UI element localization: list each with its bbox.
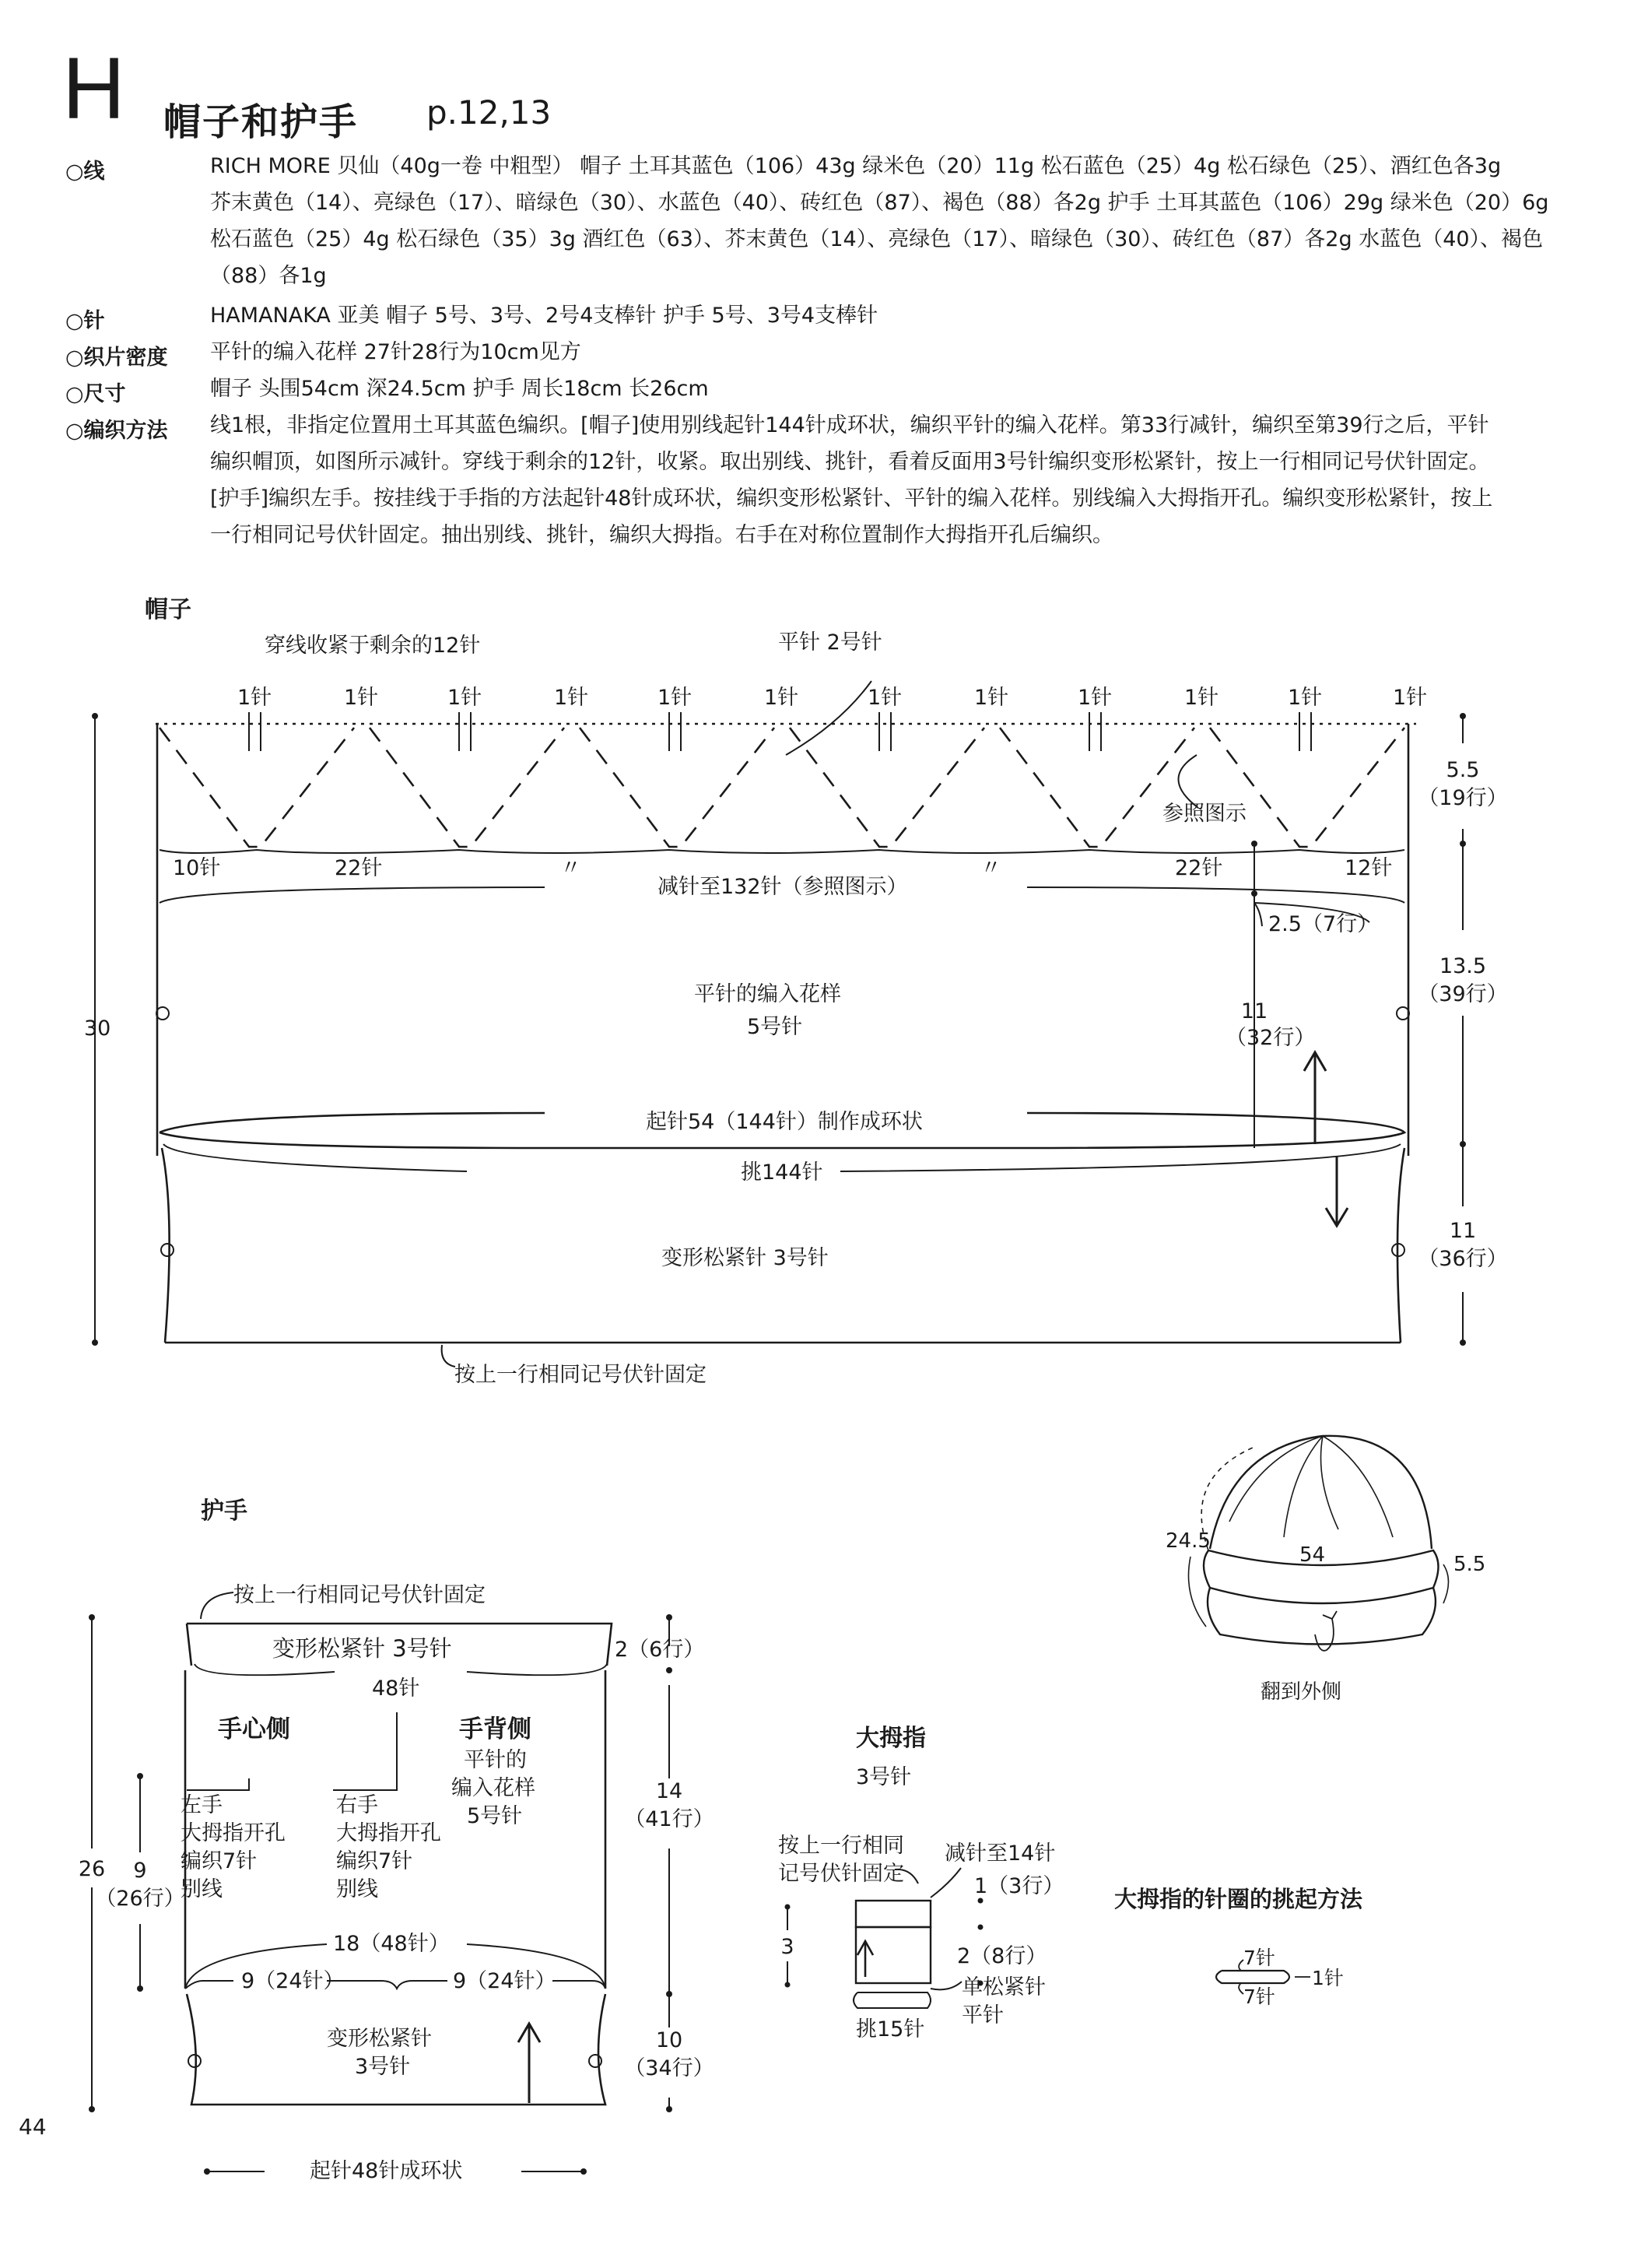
pickup-bottom: 7针 [1243, 1985, 1275, 2008]
mitt-top-rib: 变形松紧针 3号针 [272, 1635, 452, 1662]
thumb-bind-off-line: 按上一行相同 [778, 1834, 904, 1858]
left-note-line: 大拇指开孔 [181, 1821, 286, 1845]
spec-line: 帽子 头围54cm 深24.5cm 护手 周长18cm 长26cm [210, 377, 709, 401]
segment-ditto: 〃 [980, 856, 1001, 880]
crown-decrease-lines [160, 728, 1404, 847]
stitch-markers [249, 712, 1311, 751]
pickup-method-heading: 大拇指的针圈的挑起方法 [1114, 1886, 1363, 1912]
gather-note: 穿线收紧于剩余的12针 [265, 634, 481, 658]
thumb-single-rib: 单松紧针 [962, 1975, 1046, 1999]
mitt-dim-14-rows: （41行） [624, 1807, 714, 1831]
mitt-dim-14: 14 [655, 1779, 683, 1803]
mitt-cast-on: 起针48针成环状 [310, 2159, 463, 2183]
thumb-decrease: 减针至14针 [945, 1841, 1056, 1866]
sketch-depth: 24.5 [1166, 1529, 1211, 1553]
right-dim-value: 13.5 [1439, 954, 1487, 978]
spec-label-method: ○编织方法 [65, 419, 168, 443]
mitt-total-height: 26 [78, 1857, 106, 1881]
crown-needle-note: 平针 2号针 [778, 630, 882, 655]
one-stitch-label: 1针 [868, 686, 903, 710]
sketch-caption: 翻到外侧 [1261, 1680, 1342, 1704]
thumb-needle: 3号针 [856, 1765, 912, 1789]
right-dim-rows: （19行） [1418, 786, 1508, 810]
one-stitch-label: 1针 [447, 686, 482, 710]
spec-line: 芥末黄色（14）、亮绿色（17）、暗绿色（30）、水蓝色（40）、砖红色（87）、褐色（88）各2g 护手 土耳其蓝色（106）29g 绿米色（20）6g [210, 191, 1549, 215]
mitt-dim-9-rows: （26行） [95, 1887, 185, 1911]
total-height: 30 [84, 1016, 111, 1041]
back-pattern-line: 编入花样 [451, 1776, 535, 1800]
spec-line: [护手]编织左手。按挂线于手指的方法起针48针成环状，编织变形松紧针、平针的编入花样。别线编入大拇指开孔。编织变形松紧针，按上 [210, 486, 1493, 511]
mitt-width: 48针 [372, 1676, 420, 1701]
pickup-side: 1针 [1312, 1967, 1344, 1989]
one-stitch-label: 1针 [1288, 686, 1323, 710]
mitt-dim-10-rows: （34行） [624, 2056, 714, 2080]
spec-line: 平针的编入花样 27针28行为10cm见方 [210, 340, 581, 364]
thumb-dim-1: 1（3行） [974, 1874, 1064, 1898]
page-reference: p.12,13 [426, 93, 552, 132]
one-stitch-label: 1针 [344, 686, 379, 710]
right-dim-value: 5.5 [1446, 758, 1480, 782]
thumb-dim-2: 2（8行） [957, 1944, 1047, 1968]
decrease-row-line [160, 850, 1404, 853]
segment-22-left: 22针 [335, 856, 383, 880]
body-pattern-label: 平针的编入花样 [694, 982, 841, 1006]
rib-label: 变形松紧针 3号针 [661, 1246, 829, 1270]
spec-label-gauge: ○织片密度 [65, 346, 168, 370]
left-note-line: 编织7针 [181, 1849, 258, 1873]
one-stitch-label: 1针 [764, 686, 799, 710]
back-side-label: 手背侧 [459, 1715, 531, 1743]
section-letter: H [62, 40, 125, 137]
segment-22-right: 22针 [1175, 856, 1223, 880]
back-pattern-line: 平针的 [464, 1748, 527, 1772]
spec-line: 一行相同记号伏针固定。抽出别线、挑针，编织大拇指。右手在对称位置制作大拇指开孔后编织。 [210, 523, 1113, 547]
right-dim-value: 11 [1449, 1219, 1477, 1243]
spec-line: HAMANAKA 亚美 帽子 5号、3号、2号4支棒针 护手 5号、3号4支棒针 [210, 304, 878, 328]
spec-label-yarn: ○线 [65, 160, 105, 184]
sketch-brim: 5.5 [1453, 1553, 1486, 1576]
spec-line: 线1根，非指定位置用土耳其蓝色编织。[帽子]使用别线起针144针成环状，编织平针的编入花样。第33行减针，编织至第39行之后，平针 [210, 413, 1489, 437]
segment-10: 10针 [173, 856, 221, 880]
one-stitch-label: 1针 [237, 686, 272, 710]
thumb-heading: 大拇指 [856, 1725, 926, 1752]
body-needle-label: 5号针 [747, 1015, 803, 1039]
right-dim-rows: （39行） [1418, 982, 1508, 1006]
decrease-note: 减针至132针（参照图示） [657, 875, 908, 899]
bind-off-note: 按上一行相同记号伏针固定 [454, 1363, 707, 1387]
dim-11-rows: （32行） [1226, 1026, 1316, 1050]
dim-11-value: 11 [1240, 999, 1268, 1023]
one-stitch-label: 1针 [974, 686, 1009, 710]
hat-heading: 帽子 [145, 596, 191, 623]
spec-line: RICH MORE 贝仙（40g一卷 中粗型） 帽子 土耳其蓝色（106）43g 绿米色（20）11g 松石蓝色（25）4g 松石绿色（25）、酒红色各3g [210, 154, 1502, 178]
thumb-stockinette: 平针 [962, 2003, 1004, 2028]
mitt-dim-2: 2（6行） [615, 1638, 705, 1662]
mitt-top-left [187, 1624, 191, 1666]
one-stitch-label: 1针 [1393, 686, 1428, 710]
palm-side-label: 手心侧 [218, 1715, 290, 1743]
page-number: 44 [19, 2114, 47, 2140]
bottom-rib-line: 3号针 [355, 2055, 411, 2079]
mitt-heading: 护手 [201, 1497, 247, 1525]
segment-ditto: 〃 [560, 856, 581, 880]
bottom-rib-line: 变形松紧针 [327, 2027, 432, 2051]
thumb-bind-off-line: 记号伏针固定 [778, 1862, 904, 1886]
dim-2-5: 2.5（7行） [1268, 912, 1379, 936]
spec-label-needle: ○针 [65, 309, 105, 333]
right-dim-rows: （36行） [1418, 1247, 1508, 1271]
spec-line: （88）各1g [210, 264, 327, 288]
spec-label-size: ○尺寸 [65, 382, 126, 406]
pickup-top: 7针 [1243, 1947, 1275, 1969]
mitt-bind-off: 按上一行相同记号伏针固定 [233, 1583, 486, 1607]
thumb-chart [775, 1868, 984, 2008]
mitt-mid-width: 18（48针） [333, 1932, 450, 1956]
crown-leader [786, 681, 871, 755]
see-chart-leader [1178, 755, 1198, 808]
right-note-line: 大拇指开孔 [336, 1821, 441, 1845]
cast-on-note: 起针54（144针）制作成环状 [646, 1110, 923, 1134]
segment-12: 12针 [1345, 856, 1393, 880]
one-stitch-label: 1针 [554, 686, 589, 710]
spec-line: 编织帽顶，如图所示减针。穿线于剩余的12针，收紧。取出别线、挑针，看着反面用3号针编织变形松紧针，按上一行相同记号伏针固定。 [210, 450, 1490, 474]
page-title: 帽子和护手 [163, 100, 359, 144]
mitt-half-left: 9（24针） [241, 1969, 345, 1993]
spec-line: 松石蓝色（25）4g 松石绿色（35）3g 酒红色（63）、芥末黄色（14）、亮绿色（17）、暗绿色（30）、砖红色（87）各2g 水蓝色（40）、褐色 [210, 227, 1544, 251]
thumb-pickup: 挑15针 [856, 2017, 925, 2042]
see-chart-note: 参照图示 [1162, 802, 1247, 826]
left-note-line: 左手 [181, 1793, 223, 1817]
sketch-circumference: 54 [1299, 1543, 1326, 1567]
thumb-height: 3 [780, 1935, 794, 1959]
back-pattern-line: 5号针 [467, 1804, 523, 1828]
one-stitch-label: 1针 [1078, 686, 1113, 710]
pickup-note: 挑144针 [741, 1160, 823, 1185]
one-stitch-label: 1针 [1184, 686, 1219, 710]
one-stitch-label: 1针 [657, 686, 693, 710]
right-note-line: 别线 [336, 1877, 378, 1901]
right-note-line: 编织7针 [336, 1849, 413, 1873]
mitt-dim-10: 10 [655, 2028, 683, 2052]
left-note-line: 别线 [181, 1877, 223, 1901]
mitt-dim-9: 9 [133, 1859, 147, 1883]
right-note-line: 右手 [336, 1793, 378, 1817]
mitt-half-right: 9（24针） [453, 1969, 556, 1993]
